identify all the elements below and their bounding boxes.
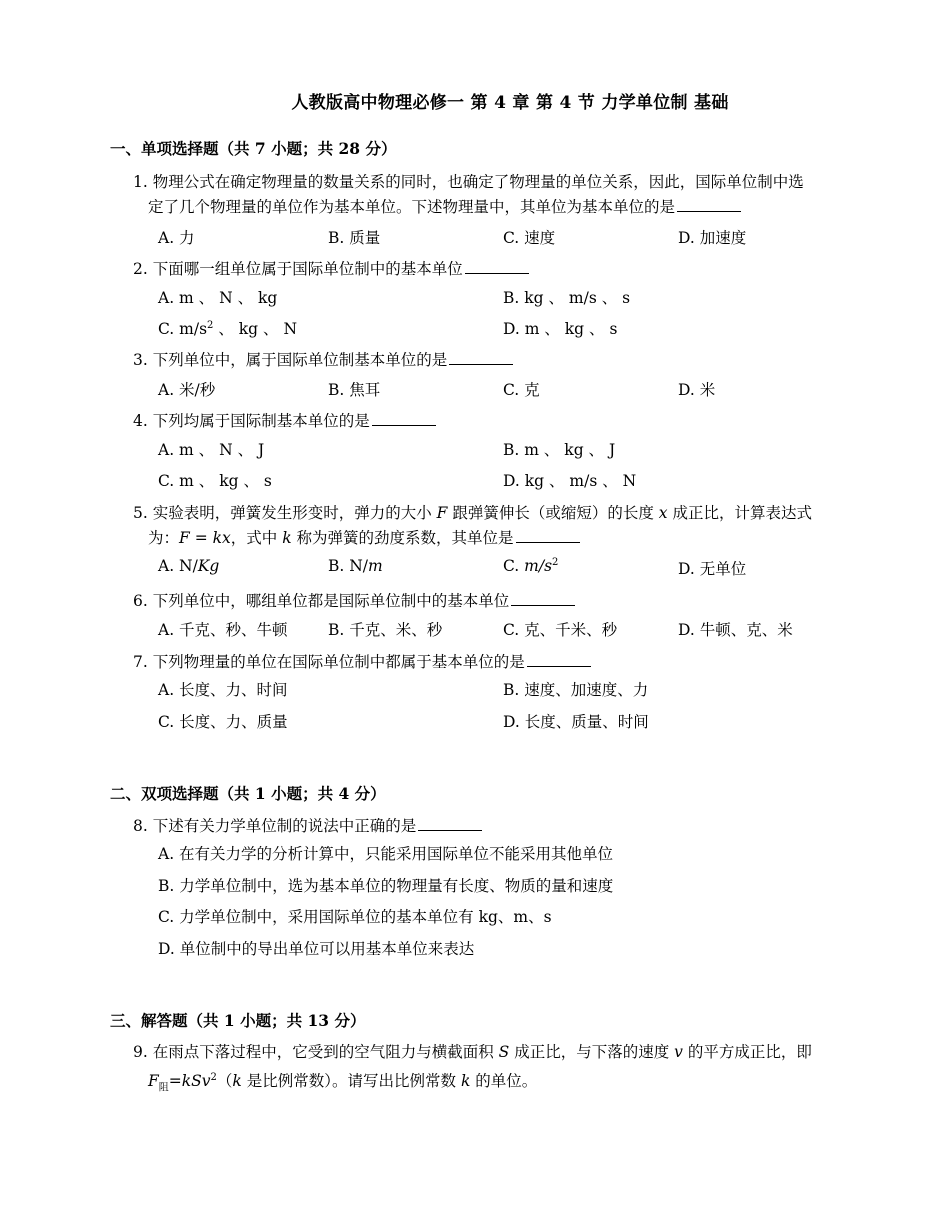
question-7-options-row2 bbox=[158, 710, 858, 734]
answer-blank bbox=[372, 424, 436, 426]
question-7-options-row1 bbox=[158, 678, 858, 702]
option-d[interactable]: D. 单位制中的导出单位可以用基本单位来表达 bbox=[158, 940, 475, 958]
section-heading-answer: 三、解答题（共 1 小题；共 13 分） bbox=[110, 1011, 366, 1030]
question-4-options-row1 bbox=[158, 438, 858, 462]
question-2 bbox=[133, 257, 848, 282]
option-d[interactable]: D. kg 、 m/s 、 N bbox=[503, 472, 637, 490]
option-b[interactable]: B. N/m bbox=[328, 557, 383, 575]
option-a[interactable]: A. m 、 N 、 kg bbox=[158, 289, 278, 307]
question-6 bbox=[133, 589, 848, 614]
section-heading-single-choice: 一、单项选择题（共 7 小题；共 28 分） bbox=[110, 139, 397, 158]
option-a[interactable]: A. 千克、秒、牛顿 bbox=[158, 621, 288, 639]
question-2-stem: 2. 下面哪一组单位属于国际单位制中的基本单位 bbox=[133, 260, 463, 278]
option-b[interactable]: B. 质量 bbox=[328, 229, 381, 247]
option-c[interactable]: C. 克、千米、秒 bbox=[503, 621, 618, 639]
option-c[interactable]: C. 力学单位制中，采用国际单位的基本单位有 kg、m、s bbox=[158, 908, 552, 926]
question-4-stem: 4. 下列均属于国际制基本单位的是 bbox=[133, 412, 370, 430]
question-2-options-row2 bbox=[158, 317, 858, 341]
option-c[interactable]: C. $m/s^2$ 、 kg 、 N bbox=[158, 319, 298, 338]
formula: F = kx bbox=[179, 529, 231, 547]
answer-blank bbox=[465, 272, 529, 274]
answer-blank bbox=[677, 210, 741, 212]
question-1-line1: 1. 物理公式在确定物理量的数量关系的同时，也确定了物理量的单位关系，因此，国际单位制中选 bbox=[133, 173, 804, 191]
question-4-options-row2 bbox=[158, 469, 858, 493]
option-a[interactable]: A. 在有关力学的分析计算中，只能采用国际单位不能采用其他单位 bbox=[158, 845, 614, 863]
option-d[interactable]: D. 牛顿、克、米 bbox=[678, 621, 793, 639]
section-heading-double-choice: 二、双项选择题（共 1 小题；共 4 分） bbox=[110, 784, 386, 803]
option-d[interactable]: D. m 、 kg 、 s bbox=[503, 320, 618, 338]
question-1 bbox=[133, 170, 848, 220]
question-8 bbox=[133, 814, 848, 839]
question-5-options bbox=[158, 557, 858, 581]
question-6-options bbox=[158, 618, 858, 642]
option-d[interactable]: D. 加速度 bbox=[678, 229, 747, 247]
option-c[interactable]: C. m 、 kg 、 s bbox=[158, 472, 272, 490]
answer-blank bbox=[527, 665, 591, 667]
question-7-stem: 7. 下列物理量的单位在国际单位制中都属于基本单位的是 bbox=[133, 653, 525, 671]
question-7 bbox=[133, 650, 848, 675]
question-4 bbox=[133, 409, 848, 434]
page-title: 人教版高中物理必修一 第 4 章 第 4 节 力学单位制 基础 bbox=[291, 93, 729, 113]
option-b[interactable]: B. m 、 kg 、 J bbox=[503, 441, 616, 459]
option-c[interactable]: C. 长度、力、质量 bbox=[158, 713, 288, 731]
option-c[interactable]: C. $m/s^2$ bbox=[503, 557, 559, 576]
option-c[interactable]: C. 克 bbox=[503, 381, 540, 399]
option-c[interactable]: C. 速度 bbox=[503, 229, 556, 247]
option-d[interactable]: D. 长度、质量、时间 bbox=[503, 713, 649, 731]
question-5: 5. 实验表明，弹簧发生形变时，弹力的大小 F 跟弹簧伸长（或缩短）的长度 x 成正比，计算表达式 为：F = kx，式中 k 称为弹簧的劲度系数，其单位是 bbox=[133, 504, 812, 547]
question-9: 9. 在雨点下落过程中，它受到的空气阻力与横截面积 S 成正比，与下落的速度 v 的平方成正比，即 $F_阻=kSv^2(k$ 是比例常数）。请写出比例常数 k 的单位。 bbox=[133, 1043, 812, 1094]
question-6-stem: 6. 下列单位中，哪组单位都是国际单位制中的基本单位 bbox=[133, 592, 510, 610]
option-b[interactable]: B. 千克、米、秒 bbox=[328, 621, 443, 639]
question-1-options bbox=[158, 226, 858, 250]
answer-blank bbox=[516, 541, 580, 543]
question-2-options-row1 bbox=[158, 286, 858, 310]
option-b[interactable]: B. 力学单位制中，选为基本单位的物理量有长度、物质的量和速度 bbox=[158, 877, 614, 895]
answer-blank bbox=[449, 363, 513, 365]
answer-blank bbox=[418, 829, 482, 831]
option-d[interactable]: D. 米 bbox=[678, 381, 716, 399]
option-b[interactable]: B. kg 、 m/s 、 s bbox=[503, 289, 631, 307]
question-3-options bbox=[158, 378, 858, 402]
answer-blank bbox=[511, 604, 575, 606]
option-b[interactable]: B. 速度、加速度、力 bbox=[503, 681, 649, 699]
option-a[interactable]: A. 力 bbox=[158, 229, 195, 247]
question-3-stem: 3. 下列单位中，属于国际单位制基本单位的是 bbox=[133, 351, 448, 369]
question-8-stem: 8. 下述有关力学单位制的说法中正确的是 bbox=[133, 817, 417, 835]
option-a[interactable]: A. N/Kg bbox=[158, 557, 220, 575]
option-a[interactable]: A. 米/秒 bbox=[158, 381, 216, 399]
question-3 bbox=[133, 348, 848, 373]
option-b[interactable]: B. 焦耳 bbox=[328, 381, 381, 399]
option-a[interactable]: A. 长度、力、时间 bbox=[158, 681, 288, 699]
formula: F bbox=[148, 1072, 159, 1091]
question-1-line2: 定了几个物理量的单位作为基本单位。下述物理量中，其单位为基本单位的是 bbox=[148, 198, 676, 216]
option-d[interactable]: D. 无单位 bbox=[678, 560, 747, 578]
option-a[interactable]: A. m 、 N 、 J bbox=[158, 441, 265, 459]
